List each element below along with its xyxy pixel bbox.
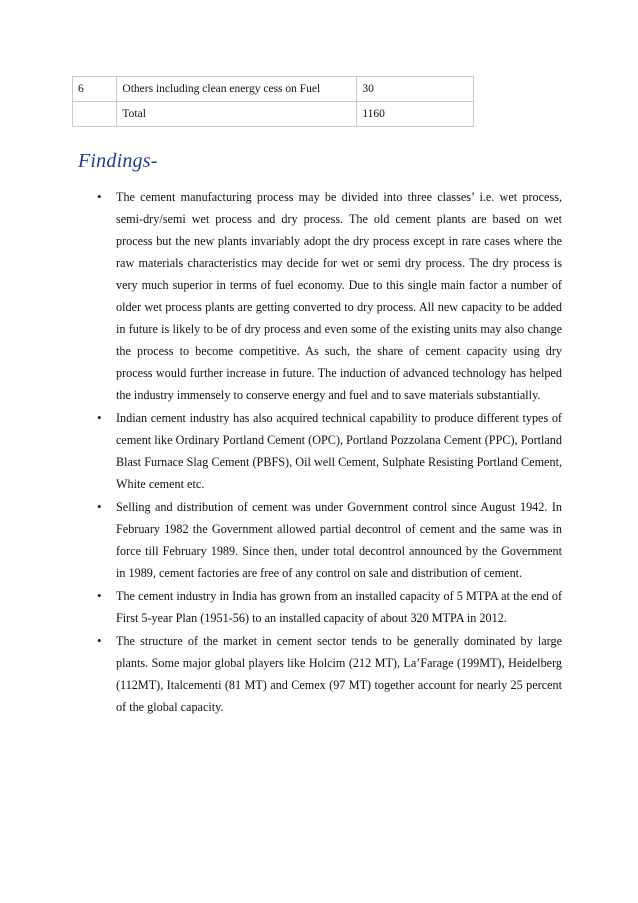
- total-label-cell: Total: [117, 102, 357, 127]
- amount-cell: 30: [357, 77, 474, 102]
- serial-number-cell: 6: [73, 77, 117, 102]
- bullet-icon: •: [97, 499, 102, 514]
- table-row: [73, 77, 474, 102]
- findings-heading: Findings-: [78, 150, 158, 172]
- bullet-icon: •: [97, 633, 102, 648]
- finding-text: The cement industry in India has grown from an installed capacity of 5 MTPA at the end of First 5-year Plan (1951-56) to an installed capacity of about 320 MTPA in 2012.: [116, 589, 562, 625]
- list-item: [92, 407, 562, 495]
- list-item: [92, 630, 562, 718]
- total-amount-cell: 1160: [357, 102, 474, 127]
- bullet-icon: •: [97, 410, 102, 425]
- item-cell: Others including clean energy cess on Fuel: [117, 77, 357, 102]
- serial-number-cell: [73, 102, 117, 127]
- table-row-total: [73, 102, 474, 127]
- bullet-icon: •: [97, 588, 102, 603]
- finding-text: Selling and distribution of cement was under Government control since August 1942. In February 1982 the Government allowed partial decontrol of cement and the same was in force till February 1989. Since then, under total decontrol announced by the Government in 1989, cement factories are free of any control on sale and distribution of cement.: [116, 500, 562, 580]
- findings-list: [92, 186, 562, 719]
- bullet-icon: •: [97, 189, 102, 204]
- finding-text: The cement manufacturing process may be divided into three classes’ i.e. wet process, semi-dry/semi wet process and dry process. The old cement plants are based on wet process but the new plants invariably adopt the dry process except in rare cases where the raw materials characteristics may decide for wet or semi dry process. The dry process is very much superior in terms of fuel economy. Due to this single main factor a number of older wet process plants are getting converted to dry process. All new capacity to be added in future is likely to be of dry process and even some of the existing units may also change the process to become competitive. As such, the share of cement capacity using dry process would further increase in future. The induction of advanced technology has helped the industry immensely to conserve energy and fuel and to save materials substantially.: [116, 190, 562, 402]
- finding-text: Indian cement industry has also acquired technical capability to produce different types of cement like Ordinary Portland Cement (OPC), Portland Pozzolana Cement (PPC), Portland Blast Furnace Slag Cement (PBFS), Oil well Cement, Sulphate Resisting Portland Cement, White cement etc.: [116, 411, 562, 491]
- list-item: [92, 186, 562, 406]
- cost-table: [72, 76, 474, 127]
- list-item: [92, 585, 562, 629]
- finding-text: The structure of the market in cement sector tends to be generally dominated by large plants. Some major global players like Holcim (212 MT), La’Farage (199MT), Heidelberg (112MT), Italcementi (81 MT) and Cemex (97 MT) together account for nearly 25 percent of the global capacity.: [116, 634, 562, 714]
- list-item: [92, 496, 562, 584]
